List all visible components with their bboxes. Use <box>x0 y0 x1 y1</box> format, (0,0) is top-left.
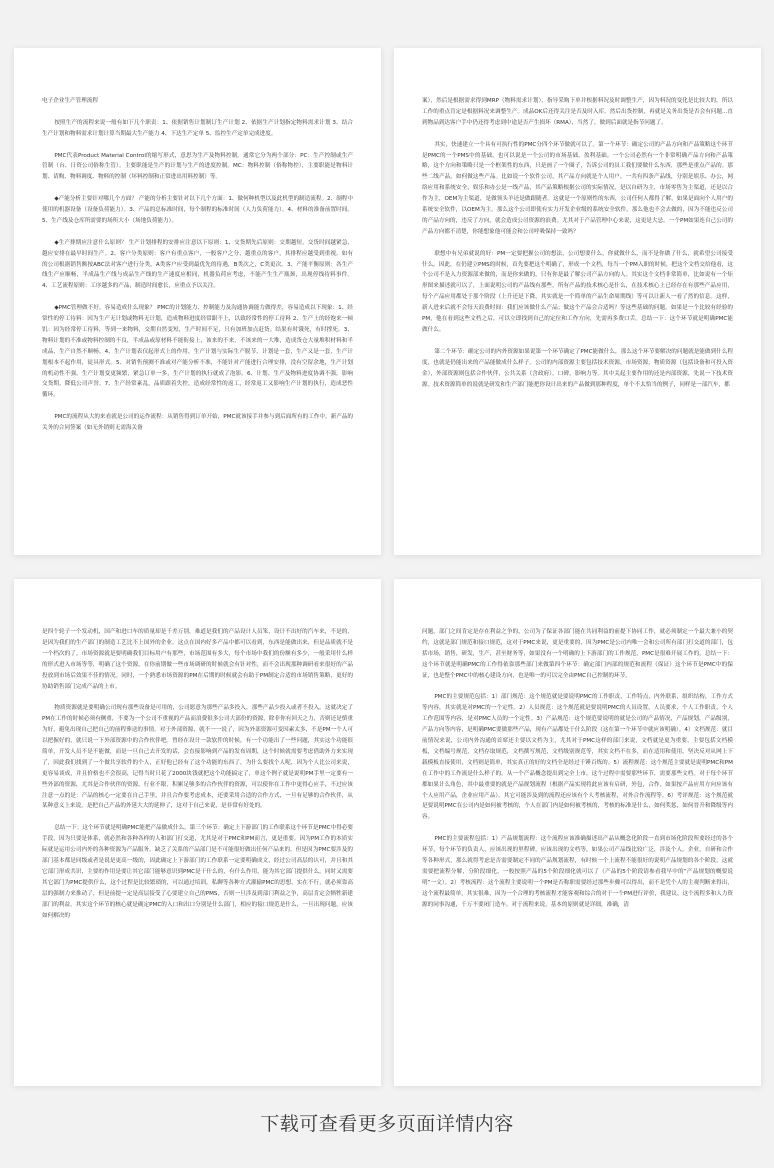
paragraph: ◆产能分析主要针对哪几个方面？ 产能的分析主要针对以下几个方面：1、做何种机型以及此机型的制造流程。2、制程中使用的机器设备（设备负荷能力）。3、产品的总标准时间，每个制程的标准时间（人力负荷能力）。4、材料的准备前置时间。5、生产线及仓库所需要的场所大小（场地负荷能力）。 <box>42 196 353 224</box>
document-page-4 <box>394 579 761 1086</box>
paragraph: 其实，快速建立一个具有可执行性的PMC分四个环节做就可以了。第一个环节：确定公司的产品方向和产品策略这个环节是PMC的一个PMS中的基础，也可以说是一个公司的市场基础，盈利基础。一个公司必然有一个非常明确产品方向和产品策略，这个方向和策略只是一个框架性的东西，只是画了一个圈子，告诉公司的员工我们要做什么东西，那些是重点产品的。那些二线产品，如何做这些产品。比如说一个软件公司，其产品方向就是个人用户，一共有四条产品线，分别是娱乐、办公，网络应用和系统安全，娱乐和办公是一线产品，其产品策略根据公司的实际情况，是以自研为主，市场零售为主渠道，还是以合作为主，OEM为主渠道，是做领头羊还是做跟随者。这就是一个原则性的东西，公司任何人都得了解，如果是面向个人用户的系统安全软件，以OEM为主，那么这个公司即使有实力开发企业级的系统安全软件，那么他也不会去做的，因为不能违反公司的产品方向的，违反了方向，就会造成公司资源的浪费。尤其对于产品管理中心来说，这更是大忌。一个PM如果连自己公司的产品方向都不清楚，你能想象他可能会和公司呼吸保持一致吗？ <box>422 141 733 235</box>
paragraph: 总结一下：这个环节就是明确PMC能把产品做成什么。第三个环节：确定上下游部门的工作联系这个环节是PMC中得必要手段，因为只要是体系，就必然和各种各样的人和部门打交道，尤其是对于PMC和PM而言，更是重要。因为PM工作的本质实际就是运用公司内外的各种资源为产品服务，缺乏了关系的产品部门是不可能很好做出任何产品来的，但是因为PMC要涉及的部门基本都是同级或者是说是更高一级的，因此确定上下游部门的工作联系一定要明确成文，经过公司高层的认可，并且和其它部门形成共识，主要的作用是要让其它部门能够意识到PMC是干什么的，有什么作用，能为其它部门提供什么。同时又需要其它部门为PMC提供什么，这个过程是比较繁琐的，可以通过培训，私聊等各种方式灌输PMC的思想，实在不行，就必须靠高层的强制力来推动了，但是前提一定是高层接受了心要建立自己的PMS，否则一旦涉及到部门利益之争，高层肯定会牺牲新建部门的利益。其实这个环节的核心就是确定PMC的入口和出口分别是什么部门，相应的接口规范是什么，一旦出现问题，应该如何解决的 <box>42 825 353 919</box>
paragraph: ◆生产排期应注意什么原则？ 生产计划排程的安排应注意以下原则：1、交货期先后原则：交期越短，交货时间越紧急，越应安排在最早时间生产。2、客户分类原则：客户有重点客户，一般客户之分，越重点的客户，其排程应越受到重视。如有的公司根据销售额按ABC法对客户进行分类，A类客户应受到最优先的待遇，B类次之，C类更次。3、产能平衡原则：各生产线生产应顺畅，半成品生产线与成品生产线的生产速度应相同，机器负荷应考虑，不能产生生产瓶颈，出现停线待料事件。4、工艺流程原则：工序越多的产品，制造时间愈长，应重点予以关注。 <box>42 239 353 290</box>
paragraph: PMC的主要流程包括：1）产品规划流程：这个流程应该准确描述出产品从概念化阶段一直到市场化阶段所要经过的各个环节，每个环节的负责人，应该出现的里程碑，应该出现的文档等，如果公司产品线比较广泛，涉及个人，企业，自研和合作等各种形式，那么就得考虑是否需要制定不同的产品规划流程，有时候一个上流程不能很好的说明产品规划的各个阶段，这就需要把流程分解，分阶段细化，一般按照产品的5个阶段细化就可以了（产品的5个阶段请参看我早中的“产品规划的概要说明”一文）。2）考核流程：这个流程主要说明一个PM是否称职需要经过那些步骤可以得出，而不是凭个人的主观判断来得出，这个流程最简单，其实很难，因为一个合理的考核流程才能客观和综合的对于一个PM进行评价，我建议，这个流程多和人力资源的同事沟通，千万不要闭门造车。对于流程来说，基本的原则就是详细，准确，清 <box>422 836 733 908</box>
paragraph: 问题。部门之间肯定是存在利益之争的，公司为了保证各部门能在共同利益的前提下协同工作，就必须制定一个最大兼小的契约，这就是部门规范和接口规范，这对于PMC来说，更是重要的，因为PMC是公司内唯一会和公司所有部门打交道的部门，包括市场，销售，研发，生产，甚至财务等，如果没有一个明确的上下游部门的工作规范，PMC是很难开展工作的。总结一下：这个环节就是明确PMC的工作得依靠那些部门来做第四个环节：确定部门内部的规范和流程（保证）这个环节是PMC中的保证，也是整个PMC中的核心建设方向，也是唯一的可以完全由PMC自己控制的环节。 <box>422 629 733 679</box>
paragraph: 按照生产的流程来说一般有如下几个职责：1、依据销售计划制订生产计划 2、依据生产计划指定物料需求计划 3、结合生产计划和物料需求计划计算当期最大生产能力 4、下达生产定单 5、监控生产定单完成进度。 <box>42 119 353 137</box>
paragraph: 第二个环节：确定公司的内外资源如果说第一个环节确定了PMC能做什么，那么这个环节要解决的问题就是能做到什么程度，也就是仍能出来的产品能做成什么样子。公司的内部资源主要包括技术资源，市场资源，物质资源（包括设备和可投入资金），外部资源则包括合作伙伴，公共关系（含政府），口碑，影响力等。其中关起主要作用的还是内部资源，先说一下技术资源。技术资源简单的说就是研发和生产部门能把你设计出来的产品做到那种程度，单个不太恰当的例子，同样是一部汽车，都 <box>422 348 733 388</box>
document-page-1 <box>14 48 381 555</box>
download-more-caption: 下载可查看更多页面详情内容 <box>260 1113 514 1135</box>
paragraph: PMC的主要规范包括：1）部门规范：这个规范就是要说明PMC的工作职责，工作特点，内外联系，组织结构，工作方式等内容，其实就是对PMC的一个定性。2）人员规范：这个规范就是要说明PMC的人员设置，人员要求，个人工作职责，个人工作范围等内容，是对PMC人员的一个定性。3）产品规范：这个规范要说明的就是公司的产品情况，产品规划，产品级别，产品方向等内容，是明确PMC要做那些产品，现有产品都处于什么阶段（这在第一个环节中就应该明确）。4）文档规范：就目前情况来说，公司内外沟通的首席还主要以文档为主，尤其对于PMC这样的部门来说，文档就是更为重要，主要包括文档模板，文档编号规范，文档存取规范，文档撰写规范，文档级别规范等，其实文档不在多，而在适用和使用，坚决反对从网上下载模板直接使用，文档则是简单，其实真正的好的文档全是经过千锤百炼的。5）流程规范：这个规范主要就是说明PMC和PM在工作中的工作流是什么样子的，从一个产品概念提出到完全上市，这个过程中需要那些环节，需要那些文档。对于每个环节都如果计么角色，其中最重要的就是产品规划流程（根据产品实现将此应该有启研，外包，合作，如果按产品应用方向应该有个人应用产品，企业应用产品），其它可能涉及到的流程还应该有个人考核流程，对外合作流程等。6）考评规范：这个规范就是要说明PMC在公司内是如何被考核的，个人在部门内是如何被考核的，考核的标准是什么，如何奖惩，如何晋升和降级等内容。 <box>422 694 733 821</box>
paragraph: PMC代表Product Material Control的缩写形式，意思为生产及物料控制。通常它分为两个部分：PC：生产控制或生产管制（台、日资公司俗称生管）。主要职能是生产的计划与生产的进度控制。MC：物料控制（俗称物控），主要职能是物料计划、请购、物料调度、物料的控制（坏料控制和正常进出用料控制）等。 <box>42 152 353 181</box>
paragraph: 是四个轮子一个发动机，国产和进口车的质量却是千差万别，难道是我们的产品设计人员笨，设计不出好的汽车来，不是的，是因为我们的生产部门的制造工艺比不上国外的企业。这点在国内好多产品中都可以看到，东西是能做出来，但是品质就不是一个档次的了。市场资源就是要明确我们目标用户有那些，市场范围有多大，每个市场中我们的份额有多少，一般采用什么样的形式进入市场等等，明确了这个资源，在你前期做一些市场调研的时候就会有针对性，而不会出现那种调研看来很好的产品投放到市场后效果不佳的情况。同时，一个熟悉市场资源的PM在后期的时候就会有助于PM制定合适的市场销售策略，更好的协助销售部门完成产品的上市。 <box>42 629 353 690</box>
paragraph: 物质资源就是要明确公司现有那些设备是可用的，公司愿意为那些产品多投入，那些产品少投入或者不投入。这就决定了PM在工作的时候必须有侧重，不要为一个公司不重视的产品而浪费很多公司大部份的资源，除非你有回天之力，否则还是慎重为好，避免出现自己把自己的前程葬送的事情。对于外部资源，就不一一说了，因为外部资源可变因素太多，不是PM一个人可以把握好的，就只说一下外部资源中的合作伙伴吧。曾经在设计一款软件的时候，有一个功能出了一些问题，其实这个功能很简单，开发人员不是不能做，而是一旦自己去开发的话，会直接影响到产品的发布周期，这个时候就需要考虑借助外力来实现了，因此我们找到了一个做共享软件的个人，正好他已经有了这个功能的东西了，为什么要找个人呢，因为个人比公司来说，更容易谈成，并且价格也不会很高，记得当时只花了2000块钱就把这个功能搞定了，单这个例子就是说明PM手里一定要有一些外部的资源，尤其是合作伙伴的资源，行业不限，积累足够多的合作伙伴的资源，可以使你在工作中更得心应手，不过应该注意一点的是：产品的核心一定要在自己手里，并且合作要考虑成本，还要采用合适的合作方式，一旦有足够的合作伙伴，从某种意义上来说，是把自己产品的外延大大的延伸了，这对于自己来说，是非常有好处的。 <box>42 705 353 810</box>
document-page-3 <box>14 579 381 1086</box>
document-title: 电子企业生产管理流程 <box>42 98 98 104</box>
paragraph: 联想中有兄弟就说的好：PM一定要把握公司的想法，公司想要什么，你就做什么，而不是你做了什么，就希望公司接受什么。因此，在仍建立PMS的时候，首先要把这个明确了，形成一个文档，每当一个PM入职的时候，把这个文档交给他看，这个公司不是入力资源部来做的，而是你来做的，只有你是最了解公司产品方向的人。其实这个文档非常简单，比如说有一个矩形图来描述就可以了，上面说明公司的产品线有那些，所有产品的技术核心是什么，在技术核心上已经存在有那些产品应用，每个产品应用都处于那个阶段（上升还是下降，其实就是一个简单的产品生命周期线）等可以让新人一看了然的信息。这样，新人进来后就不会每天浪费时间：我们应该做什么产品；做这个产品会合适吗？等这些基础的问题，如果是一个比较有经验的PM，他在看到这些文档之后，可以立即找到自己的定位和工作方向，先需再多费口舌。总结一下：这个环节就是明确PMC能做什么。 <box>422 250 733 333</box>
paragraph: 案），然后是根据需求得到MRP（物料需求计划），指导采购下单并根据料况及时调整生产，因为料况的变化是比较大的，所以工作的重点肯定是根据料况来调整生产。成品OK后还得关注是否及时入库，然后出货控制，再就是关务出货是否会有问题...直到物品到达客户手中仍还得考虑到中途是否产生损坏（RMA），当然了，做到后面就是指节问题了。 <box>422 98 733 126</box>
paragraph: ◆PMC管理做不好，容易造成什么现象？ PMC的计划能力、控制能力及沟通协调能力做得差，容易造成以下现象：1、经常性的停工待料：因为生产无计划或物料无计划，造成物料进度经常跟不上，以致经常性的停工待料 2、生产上的经饱来一顿饥：因为经常停工待料，等到一来物料，交期自然变短，生产时间不足，只有加班加点赶货。结果有时饿死，有时撑死。3、物料计划的不准或物料控制的不良，半成品或原材料不能衔接上，该来的不来，不该来的一大堆，造成货仓大量堆积材料和半成品，生产自然不顺畅。4、生产计划表仅起形式上的作用，生产计划与实际生产脱节，计划是一套，生产又是一套，生产计划根本不起作用，徒具形式。5、对销售预测不准或对产能分析不准，不能针对产能进行合理安排，没有空留余地，生产计划的机动性不强，生产计划变更频繁，紧急订单一多，生产计划的执行就成了泡影。6、计划、生产及物料进度协调不强，影响交货期，降低公司声誉。7、生产经常紊乱，品质跟着失控，造成经常性的返工，经常返工又影响生产计划的执行，造成恶性循环。 <box>42 305 353 399</box>
paragraph: PMC的流程从大的来看就是公司的运作流程：从销售得到订单开始，PMC就该接手并参与到后面所有的工作中。新产品的关务的合同签案（如无外销则无需海关备 <box>42 414 353 432</box>
document-page-2 <box>394 48 761 555</box>
